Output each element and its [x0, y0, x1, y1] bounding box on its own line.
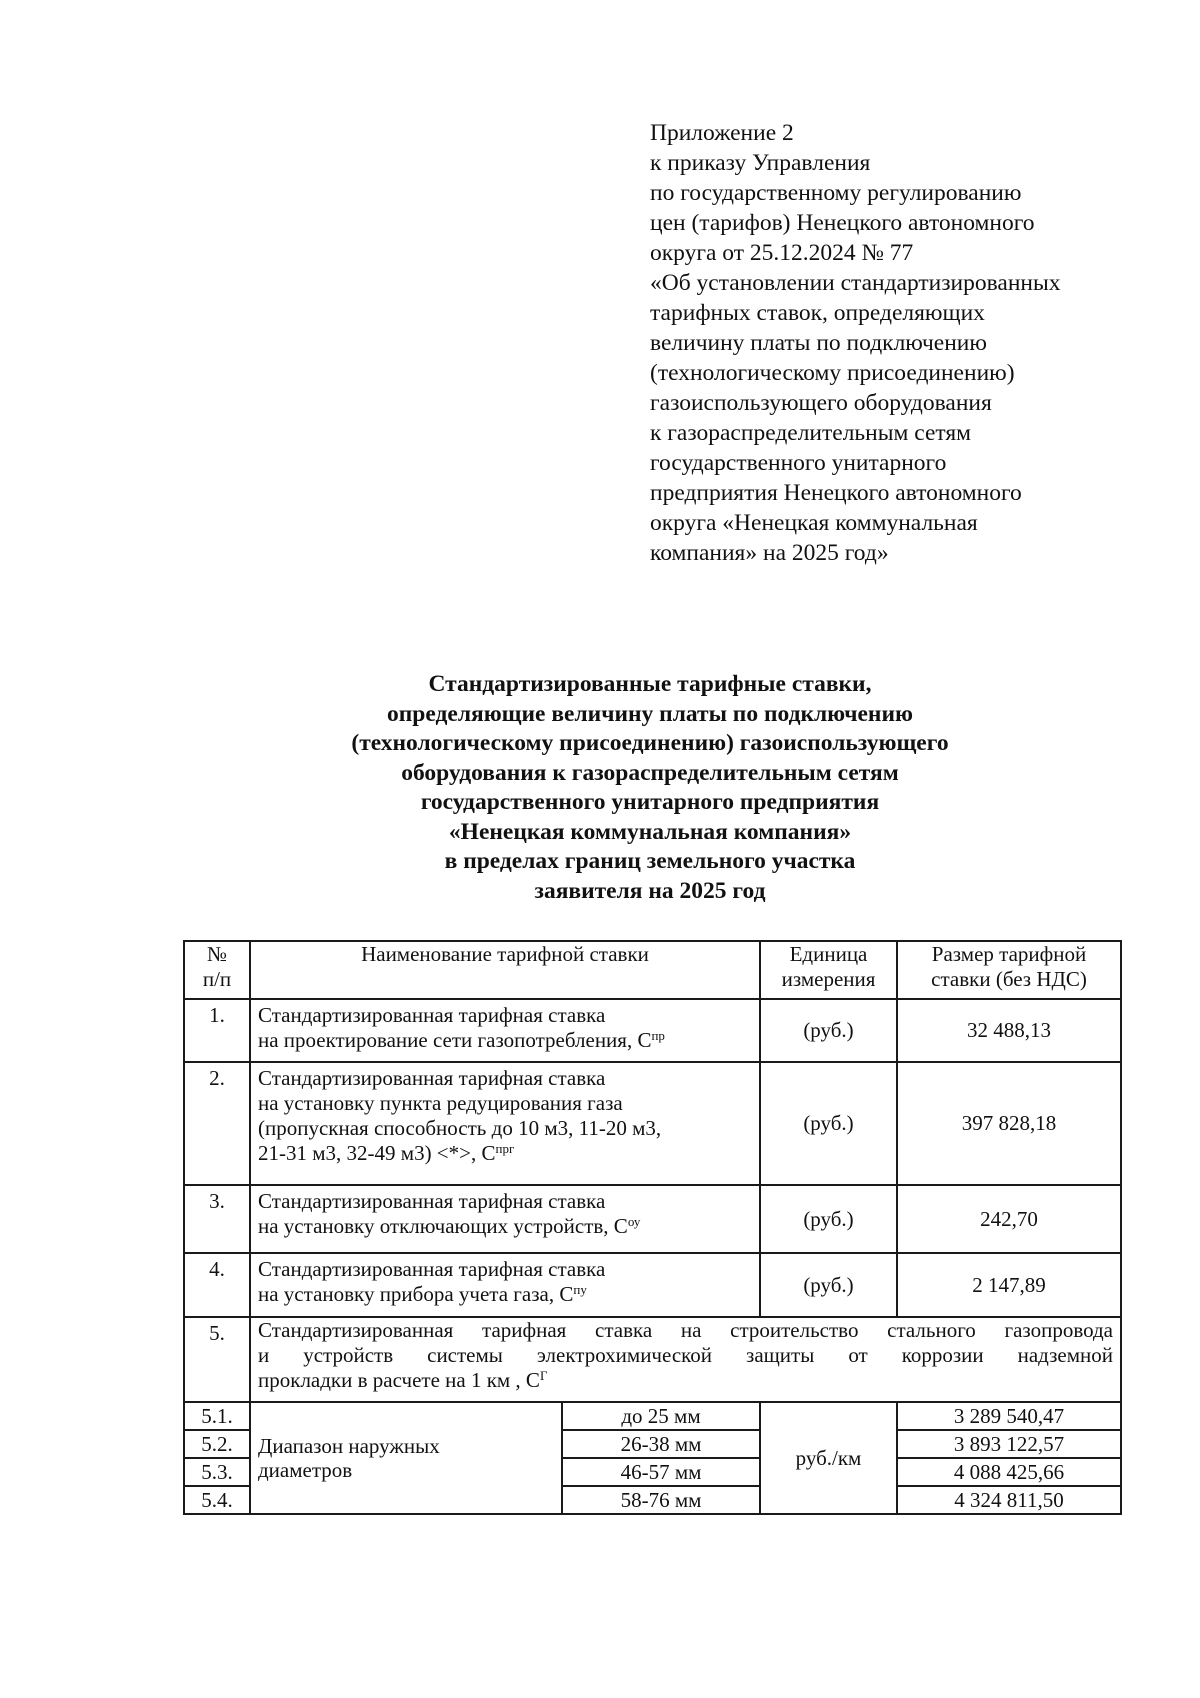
row-number: 5.1. — [184, 1402, 250, 1430]
row-number: 1. — [184, 999, 250, 1062]
diameter-range: до 25 мм — [562, 1402, 760, 1430]
title-line: заявителя на 2025 год — [534, 877, 766, 904]
header-size: Размер тарифной ставки (без НДС) — [897, 941, 1121, 999]
table-row — [184, 1253, 1121, 1317]
row-value: 3 893 122,57 — [897, 1430, 1121, 1458]
tariff-table — [183, 940, 1122, 1515]
appendix-line: государственного унитарного — [650, 450, 947, 476]
document-title — [200, 670, 1100, 906]
row-value: 242,70 — [897, 1185, 1121, 1253]
row-name: Стандартизированная тарифная ставка на установку отключающих устройств, $С^{оу}$ — [250, 1185, 760, 1253]
appendix-line: величину платы по подключению — [650, 330, 987, 356]
superscript: пр — [651, 1028, 665, 1043]
row-number: 5.3. — [184, 1458, 250, 1486]
appendix-line: к газораспределительным сетям — [650, 420, 972, 446]
row-number: 5. — [184, 1317, 250, 1402]
appendix-line: округа от 25.12.2024 № 77 — [650, 240, 914, 266]
appendix-line: газоиспользующего оборудования — [650, 390, 992, 416]
diameter-range: 46-57 мм — [562, 1458, 760, 1486]
row-name: Стандартизированная тарифная ставка на установку пункта редуцирования газа (пропускная способность до 10 м3, 11-20 м3, 21-31 м3, 32-49 м3) <*>, $С^{прг}$ — [250, 1062, 760, 1185]
header-number: № п/п — [184, 941, 250, 999]
table-row — [184, 1185, 1121, 1253]
row-value: 397 828,18 — [897, 1062, 1121, 1185]
superscript: пу — [573, 1282, 587, 1297]
diameter-range: 58-76 мм — [562, 1486, 760, 1514]
appendix-line: (технологическому присоединению) — [650, 360, 1015, 386]
row-value: 2 147,89 — [897, 1253, 1121, 1317]
superscript: Г — [539, 1368, 548, 1383]
row-unit: (руб.) — [760, 1253, 897, 1317]
header-unit: Единица измерения — [760, 941, 897, 999]
row-unit: (руб.) — [760, 1062, 897, 1185]
diameter-range-label: Диапазон наружных диаметров — [250, 1402, 562, 1514]
appendix-line: к приказу Управления — [650, 150, 871, 176]
table-row — [184, 1062, 1121, 1185]
table-row — [184, 1317, 1121, 1402]
row-value: 32 488,13 — [897, 999, 1121, 1062]
row-number: 5.4. — [184, 1486, 250, 1514]
appendix-line: «Об установлении стандартизированных — [650, 270, 1061, 296]
row-number: 2. — [184, 1062, 250, 1185]
appendix-line: предприятия Ненецкого автономного — [650, 480, 1022, 506]
title-line: государственного унитарного предприятия — [420, 789, 880, 815]
appendix-line: по государственному регулированию — [650, 180, 1022, 206]
row-name: Стандартизированная тарифная ставка на установку прибора учета газа, $С^{пу}$ — [250, 1253, 760, 1317]
appendix-line: цен (тарифов) Ненецкого автономного — [650, 210, 1035, 236]
diameter-range: 26-38 мм — [562, 1430, 760, 1458]
row-number: 3. — [184, 1185, 250, 1253]
title-line: оборудования к газораспределительным сетям — [401, 759, 899, 786]
appendix-line: компания» на 2025 год» — [650, 540, 889, 566]
row-name: Стандартизированная тарифная ставка на проектирование сети газопотребления, $С^{пр}$ — [250, 999, 760, 1062]
title-line: в пределах границ земельного участка — [444, 848, 856, 874]
title-line: «Ненецкая коммунальная компания» — [448, 818, 852, 845]
appendix-line: тарифных ставок, определяющих — [650, 300, 985, 326]
title-line: определяющие величину платы по подключению — [387, 700, 913, 727]
diameter-unit: руб./км — [760, 1402, 897, 1514]
table-header-row — [184, 941, 1121, 999]
appendix-line: Приложение 2 — [650, 120, 794, 146]
superscript: прг — [495, 1141, 515, 1156]
row-unit: (руб.) — [760, 1185, 897, 1253]
row-unit: (руб.) — [760, 999, 897, 1062]
appendix-block — [650, 118, 1170, 568]
title-line: (технологическому присоединению) газоиспользующего — [351, 730, 949, 756]
row-number: 4. — [184, 1253, 250, 1317]
table-row — [184, 999, 1121, 1062]
row-value: 4 088 425,66 — [897, 1458, 1121, 1486]
row-value: 4 324 811,50 — [897, 1486, 1121, 1514]
row-value: 3 289 540,47 — [897, 1402, 1121, 1430]
header-name: Наименование тарифной ставки — [250, 941, 760, 999]
row-name: Стандартизированная тарифная ставка на строительство стального газопровода и устройств системы электрохимической защиты от коррозии надземной прокладки в расчете на 1 км , $С^Г$ — [250, 1317, 1121, 1402]
appendix-line: округа «Ненецкая коммунальная — [650, 510, 978, 536]
table-row — [184, 1402, 1121, 1430]
title-line: Стандартизированные тарифные ставки, — [428, 671, 872, 697]
row-number: 5.2. — [184, 1430, 250, 1458]
superscript: оу — [627, 1214, 641, 1229]
